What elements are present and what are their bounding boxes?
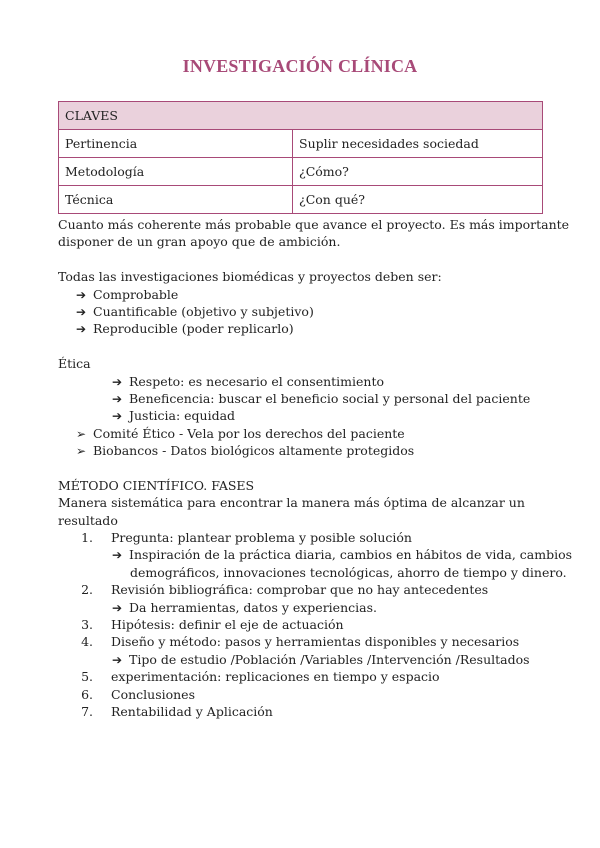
table-row	[59, 130, 543, 158]
method-description: resultado	[58, 512, 118, 528]
arrow-icon: ➔	[112, 600, 123, 615]
arrow-icon: ➔	[112, 374, 123, 389]
step-number: 6.	[81, 686, 93, 702]
arrow-icon: ➔	[112, 391, 123, 406]
list-item: ➔ Beneficencia: buscar el beneficio social y personal del paciente	[58, 390, 548, 407]
arrow-icon: ➔	[112, 548, 123, 563]
step-number: 3.	[81, 616, 93, 632]
step-number: 2.	[81, 582, 93, 598]
step-item: 5. experimentación: replicaciones en tiempo y espacio	[58, 668, 548, 685]
step-number: 5.	[81, 669, 93, 685]
row-value: ¿Cómo?	[293, 158, 543, 186]
step-subitem: ➔ Tipo de estudio /Población /Variables /Intervención /Resultados	[58, 651, 548, 668]
pointer-icon: ➢	[76, 444, 87, 459]
intro-line: Cuanto más coherente más probable que avance el proyecto. Es más importante	[58, 217, 570, 232]
step-number: 1.	[81, 530, 93, 546]
requirements-heading: Todas las investigaciones biomédicas y proyectos deben ser:	[58, 269, 442, 285]
list-item: ➔ Respeto: es necesario el consentimiento	[58, 373, 548, 390]
row-label: Técnica	[59, 186, 293, 214]
row-label: Metodología	[59, 158, 293, 186]
list-item: ➢ Comité Ético - Vela por los derechos del paciente	[58, 425, 548, 442]
page-title: INVESTIGACIÓN CLÍNICA	[182, 56, 418, 76]
step-item: 2. Revisión bibliográfica: comprobar que no hay antecedentes	[58, 581, 548, 598]
step-item: 6. Conclusiones	[58, 686, 548, 703]
body-text	[58, 216, 573, 720]
list-item: ➔ Comprobable	[58, 286, 548, 303]
ethics-heading: Ética	[58, 356, 91, 372]
arrow-icon: ➔	[76, 322, 87, 337]
arrow-icon: ➔	[112, 652, 123, 667]
row-value: ¿Con qué?	[293, 186, 543, 214]
list-item: ➔ Reproducible (poder replicarlo)	[58, 320, 548, 337]
step-subitem: ➔ Da herramientas, datos y experiencias.	[58, 599, 548, 616]
list-item: ➔ Cuantificable (objetivo y subjetivo)	[58, 303, 548, 320]
list-item: ➢ Biobancos - Datos biológicos altamente protegidos	[58, 442, 548, 459]
claves-header-row	[59, 102, 543, 130]
table-row	[59, 158, 543, 186]
step-item: 3. Hipótesis: definir el eje de actuación	[58, 616, 548, 633]
step-subitem-continuation: demográficos, innovaciones tecnológicas, ahorro de tiempo y dinero.	[130, 564, 567, 580]
list-item: ➔ Justicia: equidad	[58, 407, 548, 424]
arrow-icon: ➔	[76, 304, 87, 319]
step-subitem: ➔ Inspiración de la práctica diaria, cambios en hábitos de vida, cambios	[58, 546, 548, 563]
row-label: Pertinencia	[59, 130, 293, 158]
method-description: Manera sistemática para encontrar la manera más óptima de alcanzar un	[58, 495, 525, 511]
step-item: 4. Diseño y método: pasos y herramientas disponibles y necesarios	[58, 633, 548, 650]
method-heading: MÉTODO CIENTÍFICO. FASES	[58, 477, 255, 493]
intro-line: disponer de un gran apoyo que de ambición.	[58, 234, 341, 250]
step-number: 4.	[81, 634, 93, 650]
claves-header-cell: CLAVES	[59, 102, 543, 130]
pointer-icon: ➢	[76, 426, 87, 441]
arrow-icon: ➔	[76, 287, 87, 302]
step-number: 7.	[81, 703, 93, 719]
step-item: 7. Rentabilidad y Aplicación	[58, 703, 548, 720]
row-value: Suplir necesidades sociedad	[293, 130, 543, 158]
arrow-icon: ➔	[112, 409, 123, 424]
step-item: 1. Pregunta: plantear problema y posible solución	[58, 529, 548, 546]
table-row	[59, 186, 543, 214]
claves-table	[58, 101, 543, 214]
